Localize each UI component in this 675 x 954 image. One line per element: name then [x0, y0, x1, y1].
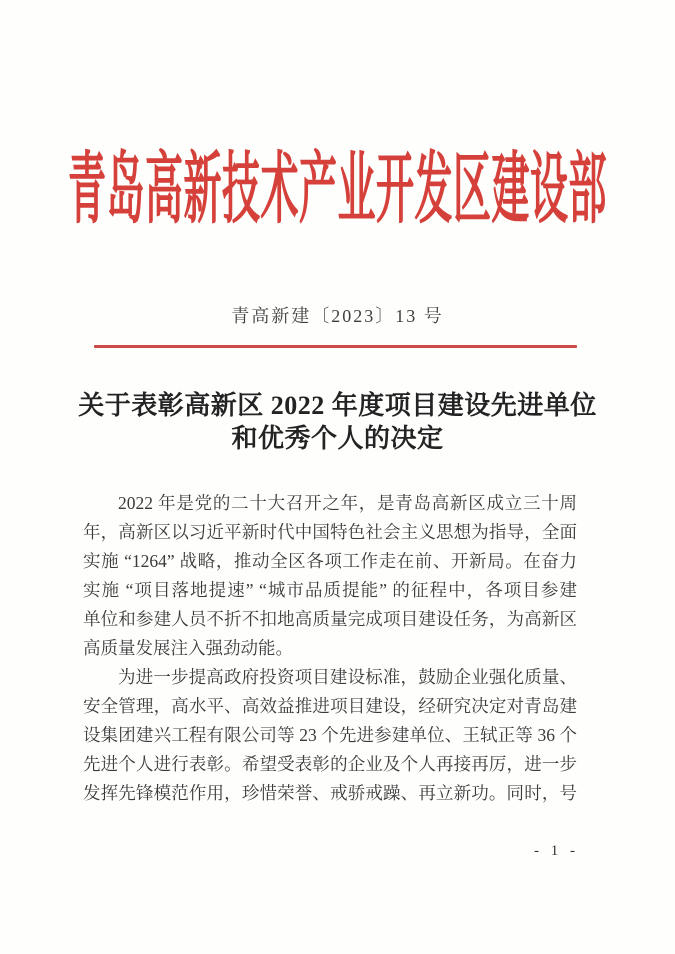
document-title	[0, 389, 675, 455]
red-divider-rule	[94, 345, 577, 348]
letterhead-issuer-name: 青岛高新技术产业开发区建设部	[67, 147, 607, 235]
body-line: 先进个人进行表彰。希望受表彰的企业及个人再接再厉，进一步	[83, 754, 577, 774]
body-line: 2022 年是党的二十大召开之年，是青岛高新区成立三十周	[118, 493, 577, 513]
body-line: 高质量发展注入强劲动能。	[83, 638, 293, 658]
document-title-line1: 关于表彰高新区 2022 年度项目建设先进单位	[78, 391, 597, 420]
body-line: 为进一步提高政府投资项目建设标准，鼓励企业强化质量、	[118, 667, 577, 687]
document-body	[83, 489, 577, 808]
body-line: 单位和参建人员不折不扣地高质量完成项目建设任务，为高新区	[83, 609, 577, 629]
body-line: 实施 “1264” 战略，推动全区各项工作走在前、开新局。在奋力	[83, 551, 577, 571]
body-line: 安全管理，高水平、高效益推进项目建设，经研究决定对青岛建	[83, 696, 577, 716]
body-line: 设集团建兴工程有限公司等 23 个先进参建单位、王轼正等 36 个	[83, 725, 577, 745]
body-line: 年，高新区以习近平新时代中国特色社会主义思想为指导，全面	[83, 522, 577, 542]
document-reference-number: 青高新建〔2023〕13 号	[231, 306, 444, 326]
document-title-line2: 和优秀个人的决定	[231, 424, 444, 453]
body-line: 实施 “项目落地提速” “城市品质提能” 的征程中，各项目参建	[83, 580, 577, 600]
body-line: 发挥先锋模范作用，珍惜荣誉、戒骄戒躁、再立新功。同时，号	[83, 783, 577, 803]
page-number: - 1 -	[534, 843, 579, 859]
